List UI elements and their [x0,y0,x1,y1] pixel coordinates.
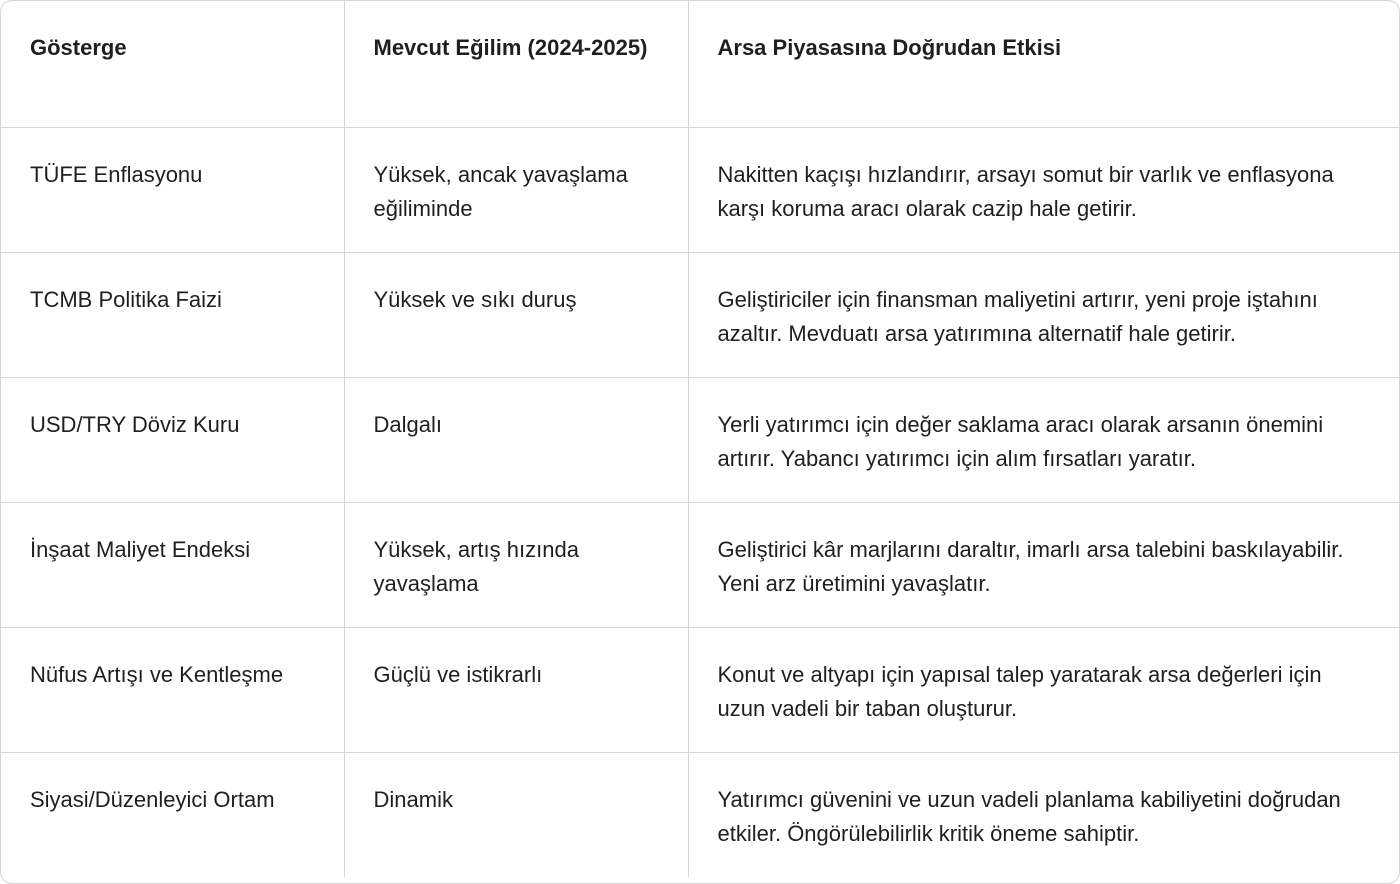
cell-indicator: USD/TRY Döviz Kuru [1,377,344,502]
cell-trend: Yüksek, artış hızında yavaşlama [344,502,688,627]
table-row [1,502,1399,627]
cell-impact: Geliştirici kâr marjlarını daraltır, imarlı arsa talebini baskılayabilir. Yeni arz üretimini yavaşlatır. [688,502,1399,627]
header-current-trend: Mevcut Eğilim (2024-2025) [344,1,688,127]
cell-trend: Yüksek, ancak yavaşlama eğiliminde [344,127,688,252]
table-row [1,377,1399,502]
cell-indicator: TCMB Politika Faizi [1,252,344,377]
cell-trend: Dinamik [344,752,688,877]
header-indicator: Gösterge [1,1,344,127]
table-row [1,252,1399,377]
indicators-table [1,1,1399,877]
cell-impact: Yatırımcı güvenini ve uzun vadeli planlama kabiliyetini doğrudan etkiler. Öngörülebilirlik kritik öneme sahiptir. [717,786,1341,846]
cell-impact: Nakitten kaçışı hızlandırır, arsayı somut bir varlık ve enflasyona karşı koruma aracı olarak cazip hale getirir. [688,127,1399,252]
cell-indicator: TÜFE Enflasyonu [1,127,344,252]
cell-indicator: İnşaat Maliyet Endeksi [1,502,344,627]
table-row [1,127,1399,252]
header-direct-impact: Arsa Piyasasına Doğrudan Etkisi [688,1,1399,127]
table-row [1,627,1399,752]
cell-trend: Yüksek ve sıkı duruş [344,252,688,377]
cell-trend: Güçlü ve istikrarlı [344,627,688,752]
cell-impact: Konut ve altyapı için yapısal talep yaratarak arsa değerleri için uzun vadeli bir taban oluşturur. [688,627,1399,752]
cell-impact: Yerli yatırımcı için değer saklama aracı olarak arsanın önemini artırır. Yabancı yatırımcı için alım fırsatları yaratır. [688,377,1399,502]
table-row [1,752,1399,877]
cell-indicator: Nüfus Artışı ve Kentleşme [1,627,344,752]
cell-indicator: Siyasi/Düzenleyici Ortam [1,752,344,877]
cell-trend: Dalgalı [344,377,688,502]
table-header-row [1,1,1399,127]
cell-impact: Geliştiriciler için finansman maliyetini artırır, yeni proje iştahını azaltır. Mevduatı arsa yatırımına alternatif hale getirir. [688,252,1399,377]
